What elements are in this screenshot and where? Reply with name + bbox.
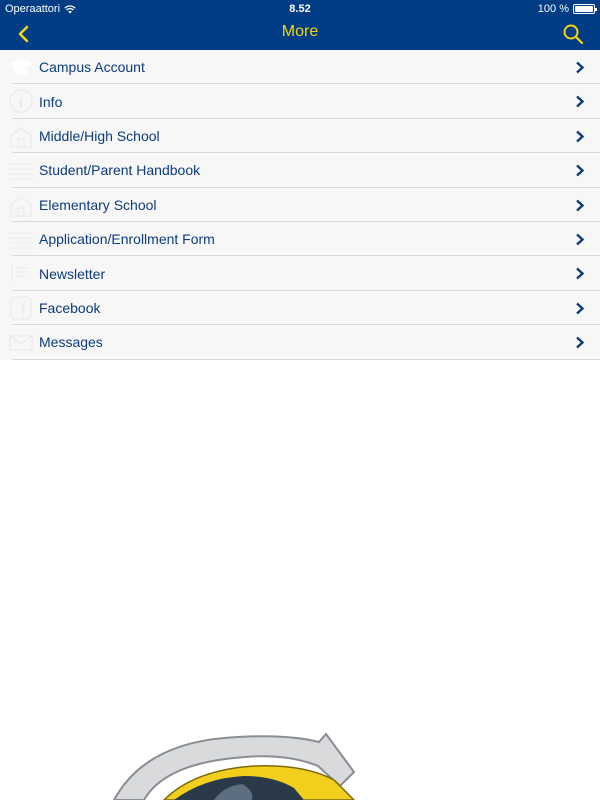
nav-bar: [0, 18, 600, 50]
menu-item-application-enrollment-form[interactable]: [0, 222, 600, 256]
school-icon: [8, 192, 34, 218]
menu-item-label: Newsletter: [39, 265, 106, 282]
clock: 8.52: [289, 3, 311, 15]
menu-item-newsletter[interactable]: [0, 256, 600, 290]
menu-list: [0, 50, 600, 360]
school-icon: [8, 123, 34, 149]
chevron-right-icon: [575, 164, 585, 177]
menu-item-label: Info: [39, 93, 63, 110]
chevron-right-icon: [575, 267, 585, 280]
menu-item-label: Middle/High School: [39, 127, 160, 144]
newspaper-icon: [8, 260, 34, 286]
chevron-right-icon: [575, 199, 585, 212]
battery-percent: 100 %: [537, 3, 569, 15]
menu-item-label: Messages: [39, 334, 103, 351]
status-bar: [0, 0, 600, 18]
graduation-cap-icon: [8, 54, 34, 80]
chevron-right-icon: [575, 336, 585, 349]
menu-item-label: Student/Parent Handbook: [39, 162, 201, 179]
menu-item-middle-high-school[interactable]: [0, 119, 600, 153]
envelope-icon: [8, 329, 34, 355]
carrier-label: Operaattori: [5, 3, 61, 15]
menu-item-student-parent-handbook[interactable]: [0, 153, 600, 187]
chevron-right-icon: [575, 302, 585, 315]
menu-item-label: Elementary School: [39, 196, 157, 213]
chevron-right-icon: [575, 130, 585, 143]
lines-icon: [8, 157, 34, 183]
menu-item-label: Facebook: [39, 299, 101, 316]
search-icon[interactable]: [562, 23, 584, 45]
page-title: More: [281, 23, 319, 40]
facebook-icon: [8, 295, 34, 321]
battery-group: [538, 3, 595, 15]
menu-item-info[interactable]: [0, 84, 600, 118]
chevron-right-icon: [575, 61, 585, 74]
lines-icon: [8, 226, 34, 252]
menu-item-label: Application/Enrollment Form: [39, 231, 215, 248]
menu-item-messages[interactable]: [0, 325, 600, 359]
menu-item-elementary-school[interactable]: [0, 188, 600, 222]
chevron-right-icon: [575, 95, 585, 108]
menu-item-facebook[interactable]: [0, 291, 600, 325]
battery-icon: [573, 4, 595, 14]
menu-item-label: Campus Account: [39, 59, 145, 76]
school-mascot-logo: [104, 730, 374, 800]
menu-item-campus-account[interactable]: [0, 50, 600, 84]
info-icon: [8, 88, 34, 114]
chevron-right-icon: [575, 233, 585, 246]
